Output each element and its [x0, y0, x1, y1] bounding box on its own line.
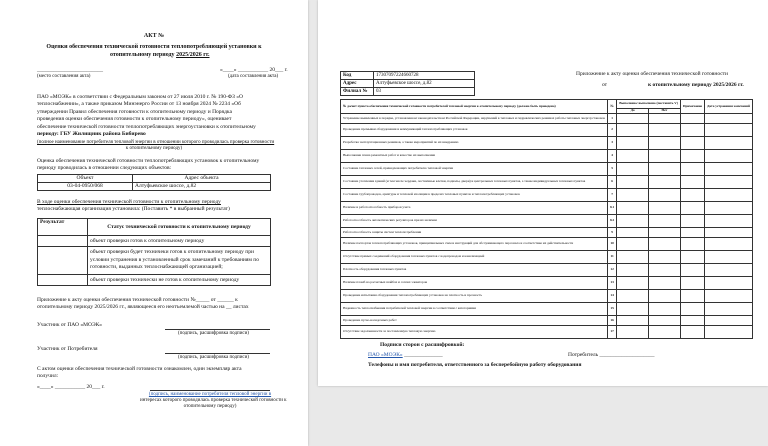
- table-row: [341, 150, 753, 163]
- note-cell[interactable]: [680, 303, 704, 316]
- consumer-participant-label: Участник от Потребителя: [37, 346, 98, 352]
- requirement-text: Отсутствие задолженности за поставленную тепловую энергию: [341, 326, 608, 339]
- result-not-ready: объект проверки технически не готов к отопительному периоду: [88, 275, 271, 286]
- table-row: [341, 264, 753, 277]
- requirement-num: 4: [607, 150, 616, 163]
- deadline-cell[interactable]: [705, 251, 753, 264]
- requirement-text: Состояние трубопроводов, арматуры и тепловой изоляции в пределах тепловых пунктов и теплопотребляющих установок: [341, 189, 608, 202]
- appendix-page: [318, 0, 768, 386]
- deadline-cell[interactable]: [705, 264, 753, 277]
- ack-line-2: получил:: [37, 373, 59, 379]
- appendix-heading-2: от: [602, 82, 608, 88]
- requirement-text: Проведение пуско-наладочных работ: [341, 316, 608, 326]
- address-value: Алтуфьевское шоссе, д.82: [133, 183, 271, 191]
- done-no-cell[interactable]: [649, 163, 681, 176]
- requirement-text: Состояние тепловых сетей, принадлежащих потребителю тепловой энергии: [341, 163, 608, 176]
- requirement-num: 2: [607, 124, 616, 137]
- note-cell[interactable]: [680, 228, 704, 238]
- done-yes-cell[interactable]: [617, 316, 649, 326]
- requirement-num: 10: [607, 238, 616, 251]
- note-cell[interactable]: [680, 114, 704, 124]
- table-row: [341, 163, 753, 176]
- deadline-cell[interactable]: [705, 163, 753, 176]
- table-row: [341, 215, 753, 228]
- appendix-moek-signature-line[interactable]: ______________: [404, 352, 443, 358]
- requirement-num: 9: [607, 228, 616, 238]
- done-no-cell[interactable]: [649, 228, 681, 238]
- requirement-num: 7: [607, 189, 616, 202]
- done-yes-cell[interactable]: [617, 189, 649, 202]
- supplier-line-1: В ходе оценки обеспечения технической готовности к отопительному периоду: [37, 199, 221, 205]
- note-cell[interactable]: [680, 277, 704, 290]
- intro-text: ПАО «МОЭК» в соответствии с Федеральным законом от 27 июля 2010 г. № 190-ФЗ «О теплоснабжении», а также приказом Минэнерго России от 13 ноября 2024 № 2234 «Об утверждении Правил обеспечения готовности к отопительному периоду и Порядка проведения оценки обеспечения готовности к отопительному периоду», оценивает обеспечение технической готовности теплопотребляющих энергоустановки к отопительному периоду: ГБУ Жилищник района Бибирево: [37, 94, 256, 138]
- consumer-caption-2: к отопительному периоду): [125, 146, 183, 151]
- requirement-num: 6: [607, 176, 616, 189]
- result-conditional: объект проверки будет техничеки готов к отопительному периоду при условии устранения в установленный срок замечаний к требованиям по готовности, выданных теплоснабжающей организацией;: [88, 247, 271, 275]
- requirement-num: 14: [607, 290, 616, 303]
- requirement-text: Отсутствие прямых соединений оборудования тепловых пунктов с водопроводом и канализацией: [341, 251, 608, 264]
- consumer-signature-line[interactable]: [165, 353, 270, 354]
- col-num: №: [607, 100, 616, 114]
- note-cell[interactable]: [680, 137, 704, 150]
- requirement-num: 5: [607, 163, 616, 176]
- table-row: [341, 238, 753, 251]
- table-row: [341, 189, 753, 202]
- deadline-cell[interactable]: [705, 238, 753, 251]
- deadline-cell[interactable]: [705, 290, 753, 303]
- done-yes-cell[interactable]: [617, 137, 649, 150]
- code-label: Код: [341, 72, 374, 80]
- done-yes-cell[interactable]: [617, 150, 649, 163]
- done-no-cell[interactable]: [649, 137, 681, 150]
- requirement-num: 1: [607, 114, 616, 124]
- deadline-cell[interactable]: [705, 303, 753, 316]
- col-done: Выполнено/ выполнено (поставить V): [617, 100, 681, 109]
- done-yes-cell[interactable]: [617, 251, 649, 264]
- requirement-text: Наличие паспортов теплопотребляющих установок, принципиальных схем и инструкций для обслуживающего персонала и соответствие их действительности: [341, 238, 608, 251]
- done-yes-cell[interactable]: [617, 114, 649, 124]
- table-row: [341, 176, 753, 189]
- table-row: [341, 303, 753, 316]
- done-yes-cell[interactable]: [617, 277, 649, 290]
- note-cell[interactable]: [680, 264, 704, 277]
- deadline-cell[interactable]: [705, 150, 753, 163]
- done-yes-cell[interactable]: [617, 326, 649, 339]
- deadline-cell[interactable]: [705, 215, 753, 228]
- note-cell[interactable]: [680, 163, 704, 176]
- requirement-num: 11: [607, 251, 616, 264]
- address-label: Адрес: [341, 80, 374, 88]
- done-no-cell[interactable]: [649, 326, 681, 339]
- done-yes-cell[interactable]: [617, 303, 649, 316]
- requirement-text: Работоспособность защиты систем теплопотребления: [341, 228, 608, 238]
- deadline-cell[interactable]: [705, 326, 753, 339]
- ack-caption: (подпись, наименование потребителя тепловой энергии в интересах которого проводилась проверка технической готовности к отопительному периоду): [140, 392, 287, 409]
- done-yes-cell[interactable]: [617, 228, 649, 238]
- act-period: 2025/2026 гг.: [176, 52, 210, 58]
- done-no-cell[interactable]: [649, 251, 681, 264]
- branch-label: Филиал №: [341, 88, 374, 96]
- requirement-text: Разработка эксплуатационных режимов, а также мероприятий по их внедрению: [341, 137, 608, 150]
- note-cell[interactable]: [680, 189, 704, 202]
- object-line-2: периоду проводилась в отношении следующих объектов:: [37, 165, 172, 171]
- appendix-heading-3: к отопительному периоду 2025/2026 гг.: [648, 82, 744, 88]
- requirement-text: Наличие пломб на расчетных шайбах и соплах элеваторов: [341, 277, 608, 290]
- result-check-not-ready[interactable]: [38, 275, 88, 286]
- place-line: ________________________: [37, 67, 103, 73]
- requirement-text: Надежность теплоснабжения потребителей тепловой энергии в соответствии с категориями: [341, 303, 608, 316]
- moek-sign-caption: (подпись, расшифровка подписи): [178, 331, 249, 336]
- act-page: [0, 0, 308, 446]
- done-no-cell[interactable]: [649, 124, 681, 137]
- moek-signature-line[interactable]: [165, 329, 270, 330]
- requirement-text: Работоспособность автоматических регуляторов при их наличии: [341, 215, 608, 228]
- table-row: [341, 114, 753, 124]
- note-cell[interactable]: [680, 251, 704, 264]
- table-row: [341, 137, 753, 150]
- act-subtitle-2: отопительному периоду 2025/2026 гг.: [110, 52, 210, 58]
- table-row: [341, 228, 753, 238]
- date-line: «____» ___________ 20___ г.: [220, 67, 288, 73]
- appendix-heading-1: Приложение к акту оценки обеспечения технической готовности: [576, 71, 728, 77]
- done-yes-cell[interactable]: [617, 163, 649, 176]
- requirement-num: 12: [607, 264, 616, 277]
- result-header: Результат: [38, 219, 88, 236]
- ack-line-1: С актом оценки обеспечения технической готовности ознакомлен, один экземпляр акта: [37, 366, 242, 372]
- done-no-cell[interactable]: [649, 215, 681, 228]
- done-no-cell[interactable]: [649, 316, 681, 326]
- act-title: АКТ №: [143, 33, 165, 39]
- consumer-sign-caption: (подпись, расшифровка подписи): [178, 355, 249, 360]
- note-cell[interactable]: [680, 316, 704, 326]
- result-ready: объект проверки готов к отопительному периоду: [88, 236, 271, 247]
- date-caption: (дата составления акта): [228, 74, 279, 79]
- requirements-table: [340, 99, 753, 339]
- done-yes-cell[interactable]: [617, 264, 649, 277]
- status-header: Статус технической готовности к отопительному периоду: [88, 219, 271, 236]
- deadline-cell[interactable]: [705, 137, 753, 150]
- note-cell[interactable]: [680, 202, 704, 215]
- object-header: Объект: [38, 175, 133, 183]
- requirement-num: 15: [607, 303, 616, 316]
- col-note: Примечание: [680, 100, 704, 114]
- act-subtitle-1: Оценки обеспечения технической готовности теплопотребляющей установки к: [46, 44, 262, 50]
- branch-value: 03: [374, 88, 475, 96]
- appendix-header-table: [340, 71, 475, 96]
- done-yes-cell[interactable]: [617, 215, 649, 228]
- note-cell[interactable]: [680, 124, 704, 137]
- done-no-cell[interactable]: [649, 238, 681, 251]
- object-value: 03-04-0950/068: [38, 183, 133, 191]
- table-row: [341, 202, 753, 215]
- done-no-cell[interactable]: [649, 202, 681, 215]
- address-header: Адрес объекта: [133, 175, 271, 183]
- table-row: [341, 316, 753, 326]
- deadline-cell[interactable]: [705, 114, 753, 124]
- phones-label: Телефоны и имя потребителя, ответственного за бесперебойную работу оборудования: [368, 362, 582, 368]
- requirement-num: 3: [607, 137, 616, 150]
- done-yes-cell[interactable]: [617, 202, 649, 215]
- done-no-cell[interactable]: [649, 264, 681, 277]
- note-cell[interactable]: [680, 176, 704, 189]
- requirement-num: 17: [607, 326, 616, 339]
- requirement-num: 16: [607, 316, 616, 326]
- requirement-text: Проведение промывки оборудования и коммуникаций теплопотребляющих установок: [341, 124, 608, 137]
- consumer-caption-1: (полное наименование потребителя тепловой энергии в отношении которого проводилась проверка готовности: [37, 140, 275, 145]
- deadline-cell[interactable]: [705, 189, 753, 202]
- object-line-1: Оценка обеспечения технической готовности теплопотребляющих установок к отопительному: [37, 158, 260, 164]
- requirement-num: 13: [607, 277, 616, 290]
- note-cell[interactable]: [680, 290, 704, 303]
- requirement-text: Состояние утепления зданий (и тем числе чердаки, лестничные клетки, подвалы, двери) и центральных тепловых пунктов, а также индивидуальных тепловых пунктов: [341, 176, 608, 189]
- requirement-num: 8.1: [607, 202, 616, 215]
- done-yes-cell[interactable]: [617, 238, 649, 251]
- table-row: [341, 277, 753, 290]
- requirement-text: Выполнение плана ремонтных работ и качество их выполнения: [341, 150, 608, 163]
- requirement-text: Устранение выявленных в порядке, установленном законодательством Российской Федерации, нарушений в тепловых и гидравлических режимах работы тепловых энергоустановок: [341, 114, 608, 124]
- done-no-cell[interactable]: [649, 290, 681, 303]
- signatures-title: Подписи сторон с расшифровкой:: [380, 342, 465, 348]
- col-yes: Да: [617, 109, 649, 114]
- appendix-consumer-signature: Потребитель ____________________: [568, 352, 655, 358]
- deadline-cell[interactable]: [705, 202, 753, 215]
- done-no-cell[interactable]: [649, 114, 681, 124]
- done-yes-cell[interactable]: [617, 124, 649, 137]
- table-row: [341, 290, 753, 303]
- note-cell[interactable]: [680, 215, 704, 228]
- done-yes-cell[interactable]: [617, 290, 649, 303]
- table-row: [341, 124, 753, 137]
- note-cell[interactable]: [680, 326, 704, 339]
- result-check-ready[interactable]: [38, 236, 88, 247]
- col-no: Нет: [649, 109, 681, 114]
- done-no-cell[interactable]: [649, 303, 681, 316]
- requirement-text: Плотность оборудования тепловых пунктов: [341, 264, 608, 277]
- moek-participant-label: Участник от ПАО «МОЭК»: [37, 322, 103, 328]
- note-cell[interactable]: [680, 150, 704, 163]
- result-table: [37, 218, 271, 286]
- table-row: [341, 251, 753, 264]
- requirement-num: 8.2: [607, 215, 616, 228]
- table-row: [341, 326, 753, 339]
- requirement-text: Наличие и работоспособность приборов учета: [341, 202, 608, 215]
- appendix-consumer-signature-line[interactable]: ____________________: [599, 352, 655, 358]
- code-value: 17307097224660728: [374, 72, 475, 80]
- deadline-cell[interactable]: [705, 277, 753, 290]
- deadline-cell[interactable]: [705, 176, 753, 189]
- ack-signature-line[interactable]: [150, 390, 270, 391]
- address-value: Алтуфьевское шоссе, д.82: [374, 80, 475, 88]
- done-no-cell[interactable]: [649, 189, 681, 202]
- ack-date: «____» ___________ 20___ г.: [37, 384, 105, 390]
- col-requirement: № да/нет пункта обеспечения технической готовности потребителей тепловой энергии к отопительному периоду (должно быть проведено): [341, 100, 608, 114]
- done-no-cell[interactable]: [649, 150, 681, 163]
- deadline-cell[interactable]: [705, 228, 753, 238]
- deadline-cell[interactable]: [705, 316, 753, 326]
- object-table: [37, 174, 271, 191]
- done-no-cell[interactable]: [649, 176, 681, 189]
- place-caption: (место составления акта): [37, 74, 91, 79]
- requirement-text: Проведение испытания оборудования теплопотребляющих установок на плотность и прочность: [341, 290, 608, 303]
- supplier-line-2: теплоснабжающая организация установила: (Поставить * в выбранный результат): [37, 206, 230, 212]
- appendix-line-1: Приложение к акту оценки обеспечения технической готовности №_____ от ______ к: [37, 297, 238, 303]
- deadline-cell[interactable]: [705, 124, 753, 137]
- appendix-moek-signature: ПАО «МОЭК» ______________: [368, 352, 443, 358]
- col-deadline: Дата устранения замечаний: [705, 100, 753, 114]
- done-no-cell[interactable]: [649, 277, 681, 290]
- appendix-line-2: отопительному периоду 2025/2026 гг., являющееся его неотъемлемой частью на __ листах: [37, 304, 249, 310]
- note-cell[interactable]: [680, 238, 704, 251]
- done-yes-cell[interactable]: [617, 176, 649, 189]
- result-check-conditional[interactable]: [38, 247, 88, 275]
